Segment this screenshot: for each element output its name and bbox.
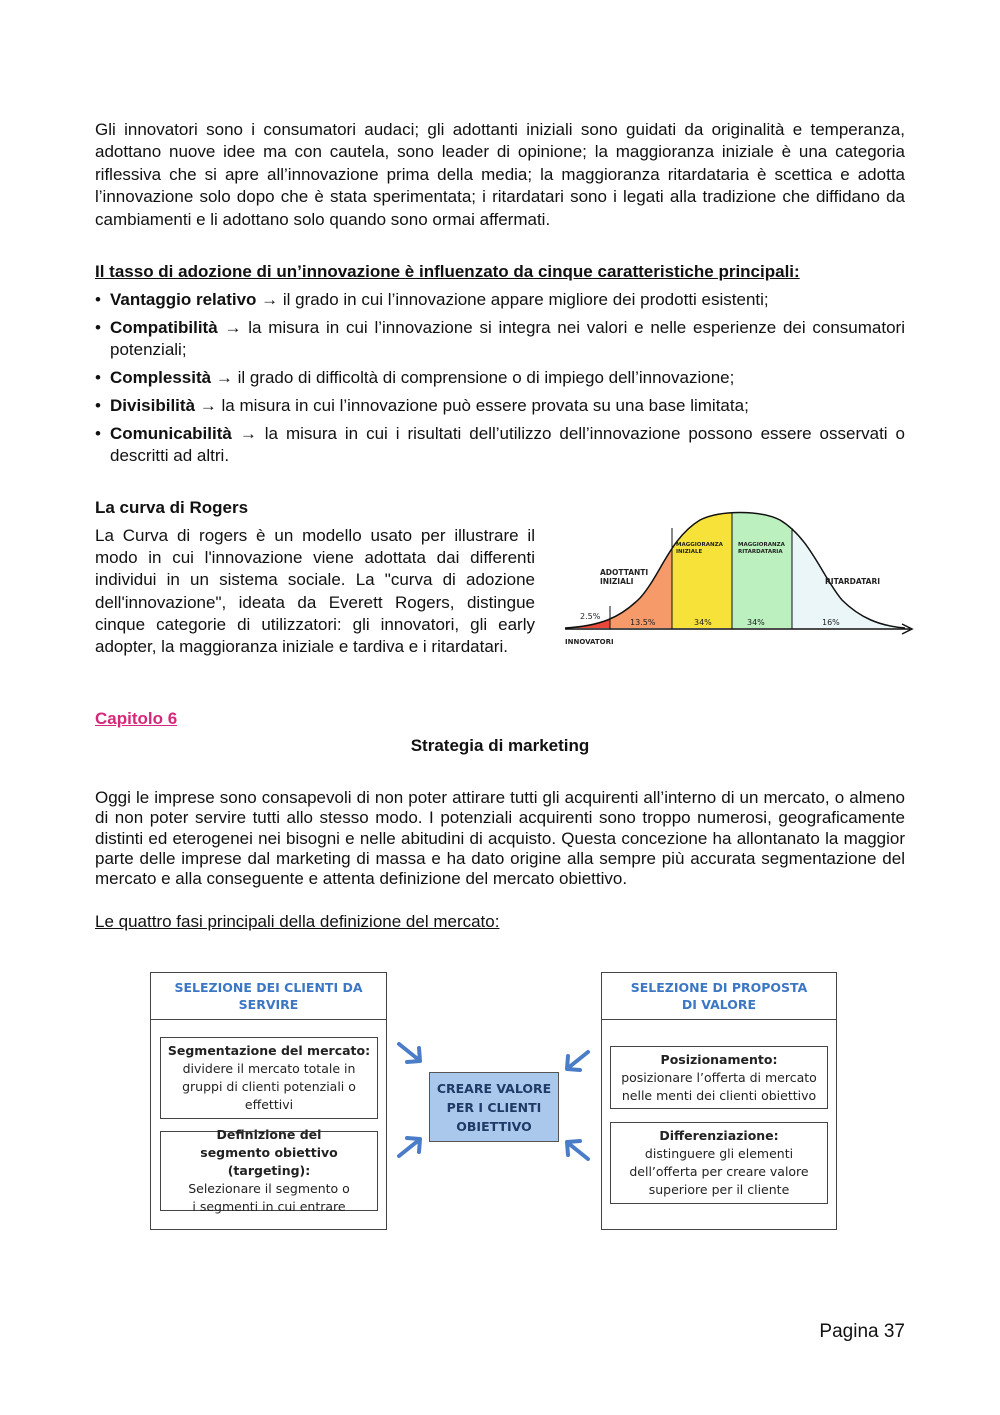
- percent-maggioranza-iniziale: 34%: [694, 618, 712, 627]
- arrow-glyph: →: [239, 424, 257, 443]
- arrow-glyph: →: [261, 290, 279, 309]
- arrow-up-right-icon: [395, 1132, 427, 1160]
- list-item: • Vantaggio relativo → il grado in cui l’innovazione appare migliore dei prodotti esistenti;: [95, 290, 769, 309]
- arrow-glyph: →: [215, 368, 233, 387]
- list-item: • Comunicabilità → la misura in cui i risultati dell’utilizzo dell’innovazione possono essere osservati o descritti ad altri.: [95, 424, 905, 465]
- differentiation-text: distinguere gli elementi dell’offerta per creare valore superiore per il cliente: [629, 1146, 809, 1197]
- arrow-down-left-icon: [560, 1048, 592, 1076]
- rogers-paragraph: La Curva di rogers è un modello usato per illustrare il modo in cui l'innovazione viene adottata dai differenti individui in un sistema sociale. La "curva di adozione dell'innovazione", ideata da Everett Rogers, distingue cinque categorie di utilizzatori: gli innovatori, gli early adopter, la maggioranza iniziale e tardiva e i ritardatari.: [95, 526, 535, 657]
- arrow-up-left-icon: [560, 1135, 592, 1163]
- phases-heading: Le quattro fasi principali della definizione del mercato:: [95, 912, 500, 931]
- label-ritardatari: RITARDATARI: [825, 577, 881, 586]
- arrow-glyph: →: [224, 318, 242, 337]
- targeting-title: Definizione del segmento obiettivo (targeting):: [200, 1127, 338, 1178]
- label-innovatori: INNOVATORI: [565, 638, 614, 646]
- term-description: la misura in cui l’innovazione si integra nei valori e nelle esperienze dei consumatori potenziali;: [110, 318, 905, 359]
- targeting-text: Selezionare il segmento o i segmenti in cui entrare: [188, 1181, 350, 1214]
- adoption-rate-heading: Il tasso di adozione di un’innovazione è influenzato da cinque caratteristiche principali:: [95, 262, 800, 281]
- list-item: • Complessità → il grado di difficoltà di comprensione o di impiego dell’innovazione;: [95, 368, 735, 387]
- label-maggioranza-ritardataria-1: MAGGIORANZA: [738, 542, 785, 548]
- segment-maggioranza-ritardataria: [732, 508, 792, 648]
- term-description: la misura in cui i risultati dell’utilizzo dell’innovazione possono essere osservati o descritti ad altri.: [110, 424, 905, 465]
- term-description: il grado di difficoltà di comprensione o di impiego dell’innovazione;: [237, 368, 735, 387]
- term-label: Complessità: [110, 368, 212, 387]
- term-label: Vantaggio relativo: [110, 290, 257, 309]
- market-definition-diagram: [150, 972, 840, 1232]
- term-description: il grado in cui l’innovazione appare migliore dei prodotti esistenti;: [282, 290, 769, 309]
- segmentation-box: [160, 1037, 378, 1119]
- left-panel-header: SELEZIONE DEI CLIENTI DA SERVIRE: [151, 973, 386, 1020]
- term-label: Compatibilità: [110, 318, 218, 337]
- rogers-heading: La curva di Rogers: [95, 498, 249, 517]
- center-value-box: CREARE VALORE PER I CLIENTI OBIETTIVO: [429, 1072, 559, 1142]
- arrow-down-right-icon: [395, 1040, 427, 1068]
- list-item: • Compatibilità → la misura in cui l’innovazione si integra nei valori e nelle esperienze dei consumatori potenziali;: [95, 318, 905, 359]
- percent-adottanti: 13.5%: [630, 618, 656, 627]
- marketing-paragraph: Oggi le imprese sono consapevoli di non poter attirare tutti gli acquirenti all’interno di un mercato, o almeno di non poter servire tutti allo stesso modo. I potenziali acquirenti sono troppo numerosi, geograficamente distinti ed eterogenei nei bisogni e nelle abitudini di acquisto. Questa concezione ha allontanato la maggior parte delle imprese dal marketing di massa e ha dato origine alla sempre più accurata segmentazione del mercato e alla conseguente e attenta definizione del mercato obiettivo.: [95, 788, 905, 889]
- differentiation-box: [610, 1122, 828, 1204]
- label-iniziali: INIZIALI: [600, 577, 634, 586]
- percent-innovatori: 2.5%: [580, 612, 601, 621]
- label-maggioranza-ritardataria-2: RITARDATARIA: [738, 549, 783, 555]
- chapter-heading: Capitolo 6: [95, 709, 178, 728]
- positioning-title: Posizionamento:: [660, 1051, 778, 1067]
- label-adottanti: ADOTTANTI: [600, 568, 649, 577]
- percent-maggioranza-ritardataria: 34%: [747, 618, 765, 627]
- list-item: • Divisibilità → la misura in cui l’innovazione può essere provata su una base limitata;: [95, 396, 749, 415]
- term-description: la misura in cui l’innovazione può essere provata su una base limitata;: [221, 396, 749, 415]
- term-label: Comunicabilità: [110, 424, 232, 443]
- rogers-curve-figure: [560, 508, 920, 648]
- arrow-glyph: →: [199, 396, 217, 415]
- positioning-text: posizionare l’offerta di mercato nelle menti dei clienti obiettivo: [621, 1069, 817, 1103]
- right-panel: [601, 972, 837, 1230]
- positioning-box: [610, 1046, 828, 1109]
- targeting-box: [160, 1127, 378, 1214]
- differentiation-title: Differenziazione:: [659, 1128, 779, 1143]
- characteristics-list: [95, 289, 905, 473]
- left-panel: [150, 972, 387, 1230]
- segment-maggioranza-iniziale: [672, 508, 732, 648]
- percent-ritardatari: 16%: [822, 618, 840, 627]
- segmentation-text: dividere il mercato totale in gruppi di clienti potenziali o effettivi: [182, 1061, 356, 1112]
- term-label: Divisibilità: [110, 396, 196, 415]
- right-panel-header: SELEZIONE DI PROPOSTA DI VALORE: [602, 973, 836, 1020]
- page-number: Pagina 37: [819, 1321, 905, 1342]
- section-title: Strategia di marketing: [410, 736, 590, 755]
- label-maggioranza-iniziale-2: INIZIALE: [676, 549, 703, 555]
- label-maggioranza-iniziale-1: MAGGIORANZA: [676, 542, 723, 548]
- intro-paragraph: Gli innovatori sono i consumatori audaci; gli adottanti iniziali sono guidati da originalità e temperanza, adottano nuove idee ma con cautela, sono leader di opinione; la maggioranza iniziale è una categoria riflessiva che si apre all’innovazione prima della media; la maggioranza ritardataria è scettica e adotta l’innovazione solo dopo che è stata sperimentata; i ritardatari sono i legati alla tradizione che diffidano da cambiamenti e li adottano solo quando sono ormai affermati.: [95, 120, 905, 229]
- segmentation-title: Segmentazione del mercato:: [167, 1043, 371, 1058]
